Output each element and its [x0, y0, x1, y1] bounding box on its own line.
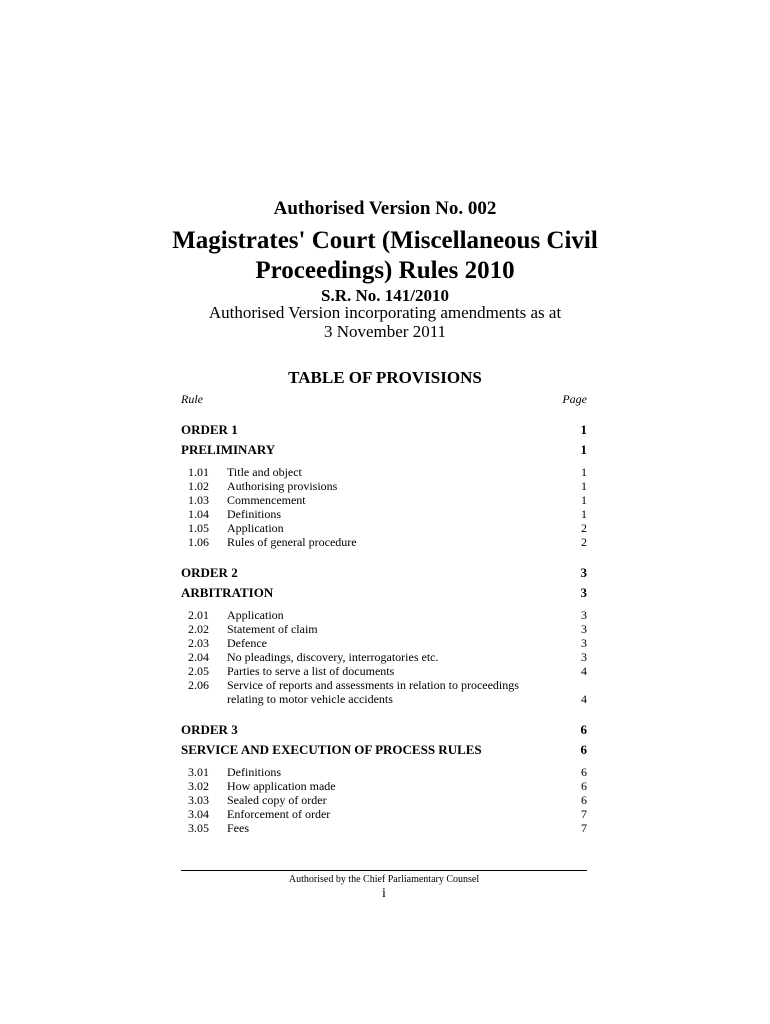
- rule-title: Application: [227, 608, 284, 622]
- rule-number: 3.04: [188, 807, 209, 821]
- part-heading: [181, 438, 587, 458]
- order-heading: [181, 418, 587, 438]
- rule-page: 3: [581, 650, 587, 664]
- part-heading-label: ARBITRATION: [181, 585, 274, 600]
- rule-list: [181, 458, 587, 549]
- rule-list: [181, 601, 587, 706]
- order-heading-page: 3: [580, 565, 587, 580]
- toc-entry: [181, 465, 587, 479]
- rule-number: 1.02: [188, 479, 209, 493]
- toc-entry: [181, 807, 587, 821]
- title-line-2: Proceedings) Rules 2010: [255, 257, 515, 284]
- rule-number: 2.02: [188, 622, 209, 636]
- part-heading-page: 3: [580, 585, 587, 600]
- rule-page: 2: [581, 521, 587, 535]
- rule-number: 1.03: [188, 493, 209, 507]
- toc-entry: [181, 521, 587, 535]
- toc-entry: [181, 650, 587, 664]
- rule-title: No pleadings, discovery, interrogatories etc.: [227, 650, 439, 664]
- rule-page: 3: [581, 636, 587, 650]
- rule-title: Defence: [227, 636, 267, 650]
- toc-entry: [181, 636, 587, 650]
- rule-title: Definitions: [227, 765, 281, 779]
- rule-number: 3.01: [188, 765, 209, 779]
- toc-entry: [181, 779, 587, 793]
- incorporating-amendments: [0, 303, 770, 341]
- rule-page: 7: [581, 807, 587, 821]
- rule-number: 2.01: [188, 608, 209, 622]
- toc-entry: [181, 493, 587, 507]
- toc-body: [181, 418, 587, 835]
- rule-number: 1.06: [188, 535, 209, 549]
- part-heading-label: SERVICE AND EXECUTION OF PROCESS RULES: [181, 742, 482, 757]
- toc-entry: [181, 765, 587, 779]
- rule-list: [181, 758, 587, 835]
- rule-page: 1: [581, 507, 587, 521]
- rule-title: Commencement: [227, 493, 306, 507]
- toc-heading: TABLE OF PROVISIONS: [288, 368, 482, 387]
- order-heading-label: ORDER 1: [181, 422, 238, 437]
- rule-title: Statement of claim: [227, 622, 318, 636]
- rule-page: 6: [581, 793, 587, 807]
- toc-entry: [181, 479, 587, 493]
- order-heading-label: ORDER 3: [181, 722, 238, 737]
- order-heading: [181, 718, 587, 738]
- toc-entry: [181, 678, 587, 706]
- toc-entry: [181, 608, 587, 622]
- rule-title: Service of reports and assessments in relation to proceedings relating to motor vehicle accidents: [227, 678, 519, 706]
- rule-title: Title and object: [227, 465, 302, 479]
- rule-page: 2: [581, 535, 587, 549]
- rule-page: 3: [581, 608, 587, 622]
- table-of-provisions: [181, 392, 587, 835]
- document-title: [0, 226, 770, 286]
- rule-page: 6: [581, 779, 587, 793]
- toc-column-header: [181, 392, 587, 408]
- rule-page: 3: [581, 622, 587, 636]
- rule-number: 3.05: [188, 821, 209, 835]
- toc-entry: [181, 664, 587, 678]
- rule-page: 7: [581, 821, 587, 835]
- rule-column-label: Rule: [181, 392, 203, 406]
- rule-page: 4: [581, 664, 587, 678]
- toc-entry: [181, 535, 587, 549]
- footer-divider: [181, 870, 587, 871]
- rule-title: Definitions: [227, 507, 281, 521]
- footer-page-number: i: [382, 886, 386, 901]
- part-heading-label: PRELIMINARY: [181, 442, 276, 457]
- rule-page: 4: [581, 692, 587, 706]
- rule-title: How application made: [227, 779, 336, 793]
- toc-entry: [181, 507, 587, 521]
- rule-number: 2.04: [188, 650, 209, 664]
- rule-number: 3.02: [188, 779, 209, 793]
- rule-page: 1: [581, 479, 587, 493]
- incorporating-line-1: Authorised Version incorporating amendments as at: [208, 303, 562, 322]
- rule-number: 3.03: [188, 793, 209, 807]
- title-line-1: Magistrates' Court (Miscellaneous Civil: [172, 227, 598, 254]
- order-heading-label: ORDER 2: [181, 565, 238, 580]
- rule-number: 2.05: [188, 664, 209, 678]
- rule-title: Enforcement of order: [227, 807, 331, 821]
- order-heading-page: 6: [580, 722, 587, 737]
- part-heading-page: 1: [580, 442, 587, 457]
- part-heading: [181, 738, 587, 758]
- rule-title: Sealed copy of order: [227, 793, 327, 807]
- part-heading: [181, 581, 587, 601]
- sr-number: S.R. No. 141/2010: [321, 286, 449, 305]
- toc-entry: [181, 821, 587, 835]
- rule-number: 1.01: [188, 465, 209, 479]
- rule-title: Rules of general procedure: [227, 535, 357, 549]
- rule-page: 6: [581, 765, 587, 779]
- rule-title: Application: [227, 521, 284, 535]
- part-heading-page: 6: [580, 742, 587, 757]
- order-heading: [181, 561, 587, 581]
- toc-entry: [181, 793, 587, 807]
- footer-authorised-by: Authorised by the Chief Parliamentary Counsel: [288, 874, 480, 885]
- incorporating-line-2: 3 November 2011: [323, 322, 447, 341]
- rule-number: 1.05: [188, 521, 209, 535]
- page-column-label: Page: [562, 392, 587, 406]
- rule-title: Parties to serve a list of documents: [227, 664, 395, 678]
- toc-entry: [181, 622, 587, 636]
- rule-title: Authorising provisions: [227, 479, 338, 493]
- rule-title: Fees: [227, 821, 249, 835]
- authorised-version: Authorised Version No. 002: [273, 198, 497, 219]
- rule-page: 1: [581, 493, 587, 507]
- rule-number: 2.03: [188, 636, 209, 650]
- rule-number: 1.04: [188, 507, 209, 521]
- rule-page: 1: [581, 465, 587, 479]
- rule-number: 2.06: [188, 678, 209, 692]
- order-heading-page: 1: [580, 422, 587, 437]
